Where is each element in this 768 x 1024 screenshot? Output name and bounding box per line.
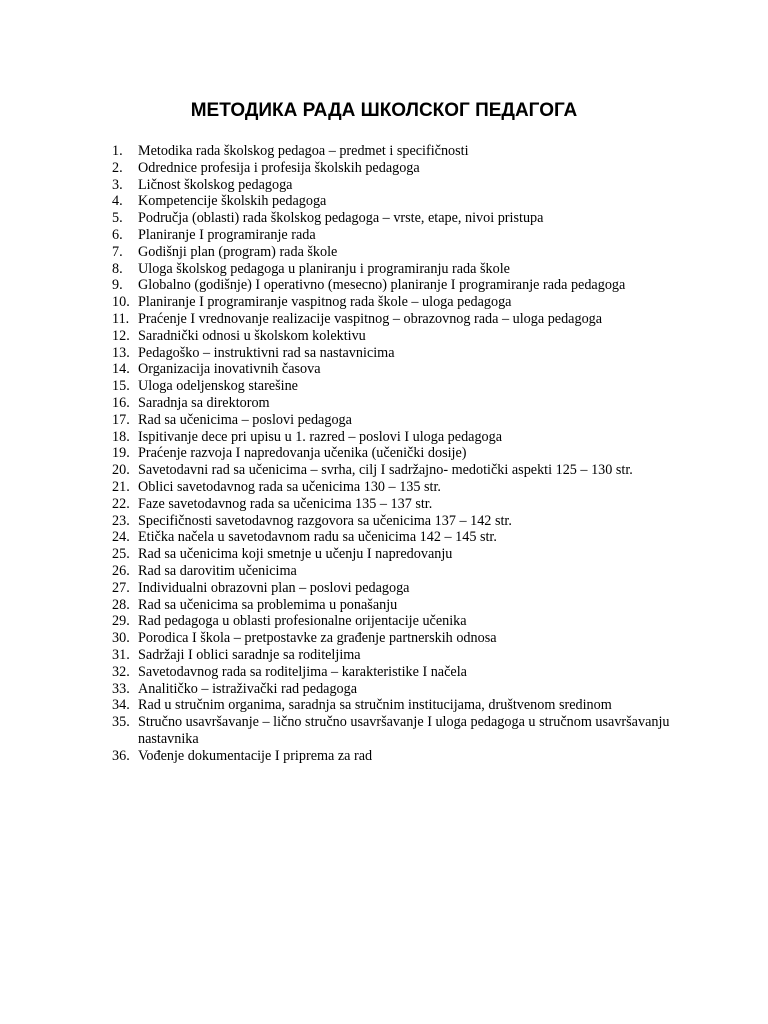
list-item: [112, 143, 672, 160]
list-item-text: Područja (oblasti) rada školskog pedagoga – vrste, etape, nivoi pristupa: [138, 210, 544, 227]
list-item-number: 27.: [112, 579, 130, 596]
list-item: [112, 647, 672, 664]
list-item: [112, 345, 672, 362]
list-item-number: 10.: [112, 294, 130, 311]
list-item-number: 7.: [112, 243, 123, 260]
list-item-number: 14.: [112, 361, 130, 378]
list-item-number: 26.: [112, 562, 130, 579]
list-item-number: 31.: [112, 646, 130, 663]
list-item-number: 2.: [112, 159, 123, 176]
list-item-text: Porodica I škola – pretpostavke za građenje partnerskih odnosa: [138, 630, 497, 647]
list-item: [112, 613, 672, 630]
list-item-number: 30.: [112, 630, 130, 647]
list-item: [112, 479, 672, 496]
list-item: [112, 496, 672, 513]
list-item-text: Uloga školskog pedagoga u planiranju i programiranju rada škole: [138, 260, 510, 277]
list-item: [112, 597, 672, 614]
list-item: [112, 546, 672, 563]
list-item-text: Praćenje razvoja I napredovanja učenika (učenički dosije): [138, 445, 467, 462]
list-item-number: 9.: [112, 277, 123, 294]
list-item-text: Saradnja sa direktorom: [138, 394, 270, 411]
list-item-text: Pedagoško – instruktivni rad sa nastavnicima: [138, 344, 395, 361]
document-title: МЕТОДИКА РАДА ШКОЛСКОГ ПЕДАГОГА: [190, 100, 578, 121]
list-item: [112, 697, 672, 714]
list-item-text: Etička načela u savetodavnom radu sa učenicima 142 – 145 str.: [138, 529, 497, 546]
list-item: [112, 193, 672, 210]
list-item-text: Planiranje I programiranje vaspitnog rada škole – uloga pedagoga: [138, 294, 512, 311]
list-item-text: Oblici savetodavnog rada sa učenicima 130 – 135 str.: [138, 478, 441, 495]
list-item-number: 16.: [112, 394, 130, 411]
list-item-text: Specifičnosti savetodavnog razgovora sa učenicima 137 – 142 str.: [138, 512, 512, 529]
list-item-text: Rad sa učenicima koji smetnje u učenju I napredovanju: [138, 546, 453, 563]
list-item-text: Ličnost školskog pedagoga: [138, 176, 293, 193]
list-item-text: Ispitivanje dece pri upisu u 1. razred – poslovi I uloga pedagoga: [138, 428, 503, 445]
list-item: [112, 412, 672, 429]
list-item-number: 17.: [112, 411, 130, 428]
list-item-number: 12.: [112, 327, 130, 344]
list-item: [112, 294, 672, 311]
list-item: [112, 261, 672, 278]
list-item: [112, 630, 672, 647]
list-item-text: Rad pedagoga u oblasti profesionalne orijentacije učenika: [138, 613, 467, 630]
list-item-text: Saradnički odnosi u školskom kolektivu: [138, 327, 366, 344]
list-item-number: 29.: [112, 613, 130, 630]
list-item: [112, 462, 672, 479]
list-item-text: Odrednice profesija i profesija školskih pedagoga: [138, 159, 420, 176]
list-item-text: Rad u stručnim organima, saradnja sa stručnim institucijama, društvenom sredinom: [138, 697, 612, 714]
list-item: [112, 160, 672, 177]
list-item-number: 36.: [112, 747, 130, 764]
list-item: [112, 227, 672, 244]
list-item: [112, 529, 672, 546]
list-item-text: Kompetencije školskih pedagoga: [138, 193, 327, 210]
list-item-text: Godišnji plan (program) rada škole: [138, 243, 338, 260]
list-item: [112, 445, 672, 462]
list-item-number: 13.: [112, 344, 130, 361]
list-item-number: 18.: [112, 428, 130, 445]
list-item: [112, 361, 672, 378]
list-item-text: Uloga odeljenskog starešine: [138, 378, 298, 395]
list-item-number: 25.: [112, 546, 130, 563]
list-item-number: 22.: [112, 495, 130, 512]
list-item-number: 4.: [112, 193, 123, 210]
list-item: [112, 681, 672, 698]
list-item-text: Stručno usavršavanje – lično stručno usavršavanje I uloga pedagoga u stručnom usavršavanju nastavnika: [138, 714, 670, 747]
list-item-number: 3.: [112, 176, 123, 193]
list-item: [112, 563, 672, 580]
list-item-text: Faze savetodavnog rada sa učenicima 135 – 137 str.: [138, 495, 433, 512]
list-item-text: Individualni obrazovni plan – poslovi pedagoga: [138, 579, 410, 596]
list-item: [112, 328, 672, 345]
list-item-text: Analitičko – istraživački rad pedagoga: [138, 680, 358, 697]
list-item-text: Praćenje I vrednovanje realizacije vaspitnog – obrazovnog rada – uloga pedagoga: [138, 310, 603, 327]
list-item: [112, 714, 672, 748]
list-item-text: Savetodavni rad sa učenicima – svrha, cilj I sadržajno- medotički aspekti 125 – 130 str.: [138, 462, 633, 479]
list-item: [112, 748, 672, 765]
list-item-text: Rad sa darovitim učenicima: [138, 562, 297, 579]
list-item-text: Sadržaji I oblici saradnje sa roditeljima: [138, 646, 361, 663]
list-item-number: 33.: [112, 680, 130, 697]
list-item-text: Metodika rada školskog pedagoa – predmet i specifičnosti: [138, 143, 469, 159]
list-item: [112, 580, 672, 597]
list-item-number: 24.: [112, 529, 130, 546]
list-item-number: 15.: [112, 378, 130, 395]
list-item-text: Rad sa učenicima – poslovi pedagoga: [138, 411, 352, 428]
list-item: [112, 664, 672, 681]
list-item-text: Vođenje dokumentacije I priprema za rad: [138, 747, 373, 764]
list-item: [112, 429, 672, 446]
list-item-number: 34.: [112, 697, 130, 714]
list-item-number: 32.: [112, 663, 130, 680]
list-item-number: 19.: [112, 445, 130, 462]
list-item-text: Globalno (godišnje) I operativno (mesecno) planiranje I programiranje rada pedagoga: [138, 277, 626, 294]
list-item-number: 6.: [112, 226, 123, 243]
list-item: [112, 210, 672, 227]
list-item-number: 5.: [112, 210, 123, 227]
topic-list: [112, 143, 672, 764]
list-item-text: Organizacija inovativnih časova: [138, 361, 321, 378]
list-item: [112, 378, 672, 395]
list-item: [112, 513, 672, 530]
list-item-number: 8.: [112, 260, 123, 277]
list-item-number: 11.: [112, 310, 130, 327]
list-item: [112, 277, 672, 294]
list-item-number: 35.: [112, 714, 130, 731]
list-item-text: Rad sa učenicima sa problemima u ponašanju: [138, 596, 398, 613]
list-item-number: 21.: [112, 478, 130, 495]
list-item-text: Savetodavnog rada sa roditeljima – karakteristike I načela: [138, 663, 467, 680]
list-item-number: 1.: [112, 143, 123, 159]
list-item-number: 23.: [112, 512, 130, 529]
list-item: [112, 244, 672, 261]
list-item-text: Planiranje I programiranje rada: [138, 226, 316, 243]
list-item: [112, 177, 672, 194]
list-item: [112, 395, 672, 412]
list-item-number: 28.: [112, 596, 130, 613]
list-item-number: 20.: [112, 462, 130, 479]
list-item: [112, 311, 672, 328]
